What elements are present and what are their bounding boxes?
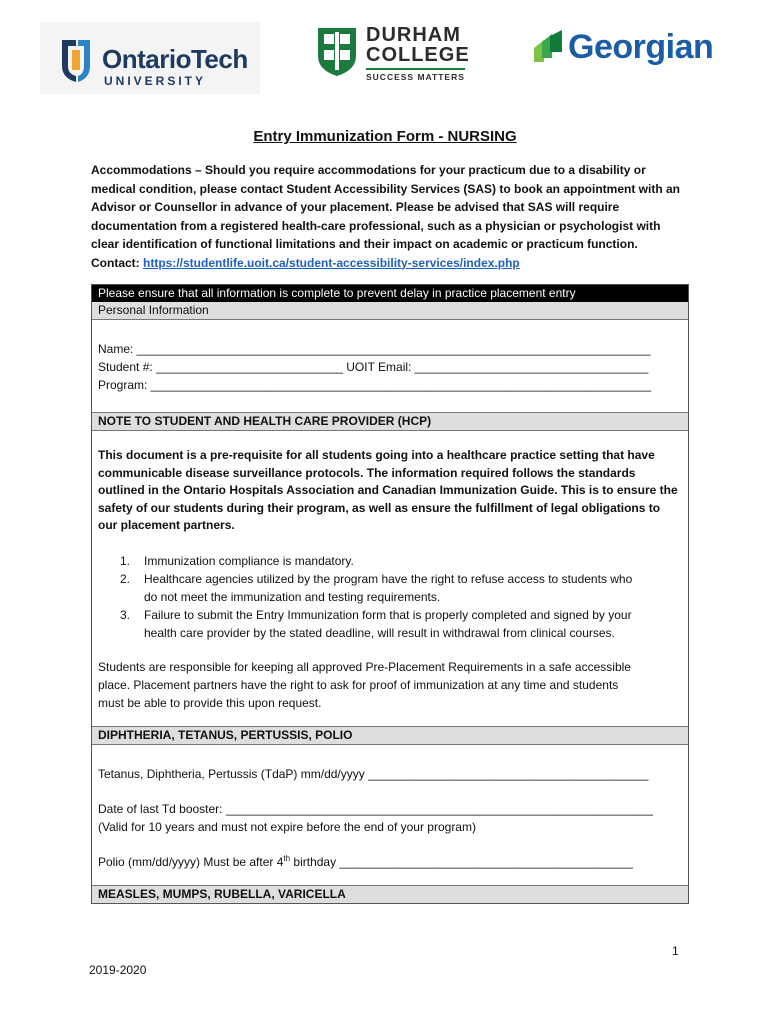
footer-year: 2019-2020 [89,963,147,977]
durham-college-logo [314,24,474,90]
note-line: safety of our students during their program, as well as ensure the fulfillment of legal obligations to [98,500,661,515]
tdap-date-field[interactable]: Tetanus, Diphtheria, Pertussis (TdaP) mm/dd/yyyy __________________________________________ [98,766,649,781]
durham-tagline: SUCCESS MATTERS [366,68,465,82]
polio-date-field[interactable]: Polio (mm/dd/yyyy) Must be after 4th birthday ____________________________________________ [98,853,634,869]
logo-header [0,14,770,96]
closing-line: Students are responsible for keeping all approved Pre-Placement Requirements in a safe accessible [98,659,631,674]
personal-info-header: Personal Information [92,302,688,320]
note-header: NOTE TO STUDENT AND HEALTH CARE PROVIDER (HCP) [92,412,688,431]
durham-line2: COLLEGE [366,44,470,66]
note-line: outlined in the Ontario Hospitals Association and Canadian Immunization Guide. This is to ensure the [98,483,678,497]
intro-line: Advisor or Counsellor in advance of your placement. Please be advised that SAS will require [91,200,620,214]
prerequisite-paragraph [98,447,682,535]
td-validity-note: (Valid for 10 years and must not expire before the end of your program) [98,819,476,834]
personal-info-section [92,320,688,412]
ontario-tech-shield-icon [58,36,94,82]
page-number: 1 [672,944,679,958]
list-item: 1. Immunization compliance is mandatory. [120,553,354,568]
intro-line: clear identification of functional limitations and their impact on academic or practicum function. [91,237,638,251]
ontario-tech-logo [40,22,260,94]
dtp-section [92,745,688,885]
note-section [92,431,688,726]
contact-label: Contact: [91,255,140,270]
td-booster-field[interactable]: Date of last Td booster: ________________________________________________________________ [98,801,653,816]
georgian-logo [528,26,728,76]
ontario-tech-name: OntarioTech [102,44,248,74]
closing-line: place. Placement partners have the right to ask for proof of immunization at any time and students [98,677,619,692]
durham-line1: DURHAM [366,24,461,46]
requirements-list [98,552,682,642]
georgian-name: Georgian [568,28,714,66]
intro-line: documentation from a registered health-care professional, such as a physician or psychologist with [91,218,661,233]
note-line: This document is a pre-requisite for all students going into a healthcare practice setting that have [98,448,655,462]
immunization-form-table [91,284,689,904]
contact-line [91,254,691,273]
closing-line: must be able to provide this upon request. [98,695,322,710]
mmrv-header: MEASLES, MUMPS, RUBELLA, VARICELLA [92,885,688,903]
responsibility-paragraph [98,658,682,712]
note-line: communicable disease surveillance protocols. The information required follows the standards [98,465,636,480]
accessibility-services-link[interactable]: https://studentlife.uoit.ca/student-accessibility-services/index.php [143,255,520,270]
durham-crest-icon [316,26,358,76]
list-item: 3. Failure to submit the Entry Immunization form that is properly completed and signed by your health care provider by the stated deadline, will result in withdrawal from clinical courses. [120,607,632,640]
program-field[interactable]: Program: ___________________________________________________________________________ [98,378,652,392]
dtp-header: DIPHTHERIA, TETANUS, PERTUSSIS, POLIO [92,726,688,745]
name-field[interactable]: Name: _____________________________________________________________________________ [98,342,651,356]
georgian-stripes-icon [530,28,566,64]
student-email-field[interactable]: Student #: ____________________________ UOIT Email: ___________________________________ [98,360,649,374]
form-title: Entry Immunization Form - NURSING [253,128,517,145]
completion-banner: Please ensure that all information is complete to prevent delay in practice placement entry [92,285,688,302]
note-line: our placement partners. [98,518,235,532]
ontario-tech-subtitle: UNIVERSITY [104,74,207,88]
intro-line: medical condition, please contact Student Accessibility Services (SAS) to book an appointment with an [91,181,681,196]
intro-line: Accommodations – Should you require accommodations for your practicum due to a disability or [91,163,646,177]
accommodations-paragraph [91,161,691,272]
list-item: 2. Healthcare agencies utilized by the program have the right to refuse access to students who do not meet the immunization and testing requirements. [120,571,633,604]
